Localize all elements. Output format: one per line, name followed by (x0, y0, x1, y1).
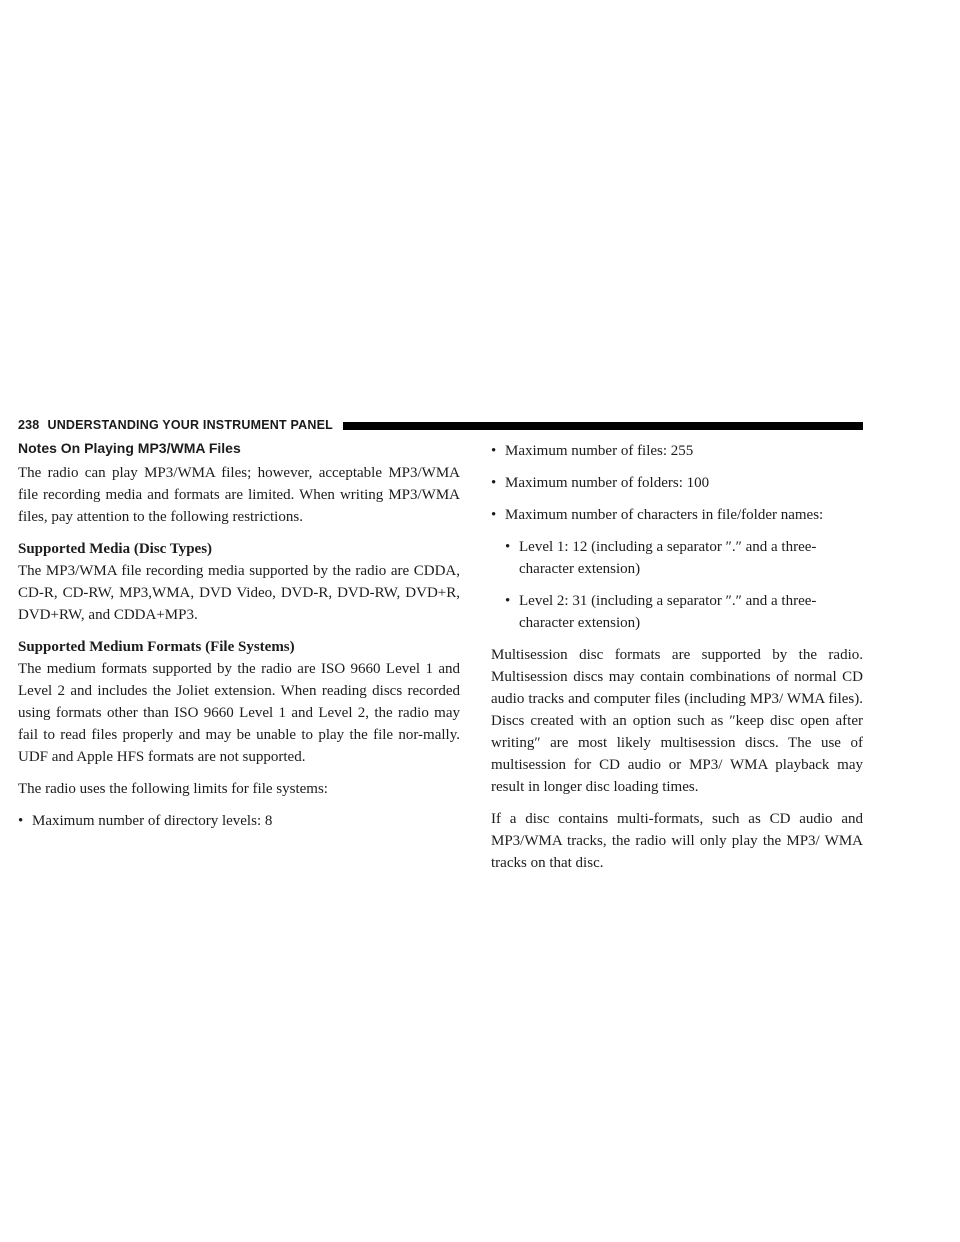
media-paragraph: The MP3/WMA file recording media supported by the radio are CDDA, CD-R, CD-RW, MP3,WMA, DVD Video, DVD-R, DVD-RW, DVD+R, DVD+RW, and CDDA+MP3. (18, 563, 460, 623)
list-item (491, 504, 863, 526)
bullet-icon: • (491, 475, 497, 491)
header-rule (343, 422, 863, 430)
formats-heading: Supported Medium Formats (File Systems) (18, 639, 295, 655)
sub-list-item (505, 536, 863, 580)
sub-list-item (505, 590, 863, 634)
bullet-icon: • (505, 593, 511, 609)
left-column (18, 440, 460, 842)
limits-intro: The radio uses the following limits for file systems: (18, 781, 328, 797)
list-item-text: Maximum number of folders: 100 (505, 475, 710, 491)
list-item (18, 810, 460, 832)
multiformat-paragraph: If a disc contains multi-formats, such as CD audio and MP3/WMA tracks, the radio will only play the MP3/ WMA tracks on that disc. (491, 811, 863, 871)
page-number: 238 (18, 418, 40, 432)
list-item-text: Level 2: 31 (including a separator ″.″ and a three-character extension) (519, 593, 817, 631)
section-title: Notes On Playing MP3/WMA Files (18, 440, 241, 456)
bullet-icon: • (491, 443, 497, 459)
list-item-text: Maximum number of files: 255 (505, 443, 694, 459)
section-name: UNDERSTANDING YOUR INSTRUMENT PANEL (47, 418, 333, 432)
bullet-icon: • (18, 813, 24, 829)
right-column (491, 440, 863, 884)
list-item (491, 472, 863, 494)
formats-paragraph: The medium formats supported by the radio are ISO 9660 Level 1 and Level 2 and includes the Joliet extension. When reading discs recorded using formats other than ISO 9660 Level 1 and Level 2, the radio may fail to read files properly and may be unable to play the file nor-mally. UDF and Apple HFS formats are not supported. (18, 661, 460, 765)
bullet-icon: • (505, 539, 511, 555)
multisession-paragraph: Multisession disc formats are supported by the radio. Multisession discs may contain combinations of normal CD audio tracks and computer files (including MP3/ WMA files). Discs created with an option such as ″keep disc open after writing″ are most likely multisession discs. The use of multisession for CD audio or MP3/ WMA playback may result in longer disc loading times. (491, 647, 863, 795)
list-item-text: Maximum number of characters in file/folder names: (505, 507, 824, 523)
page-header (18, 416, 863, 434)
bullet-icon: • (491, 507, 497, 523)
list-item (491, 440, 863, 462)
list-item-text: Level 1: 12 (including a separator ″.″ and a three-character extension) (519, 539, 817, 577)
media-heading: Supported Media (Disc Types) (18, 541, 213, 557)
intro-paragraph: The radio can play MP3/WMA files; however, acceptable MP3/WMA file recording media and formats are limited. When writing MP3/WMA files, pay attention to the following restrictions. (18, 465, 460, 525)
list-item-text: Maximum number of directory levels: 8 (32, 813, 273, 829)
